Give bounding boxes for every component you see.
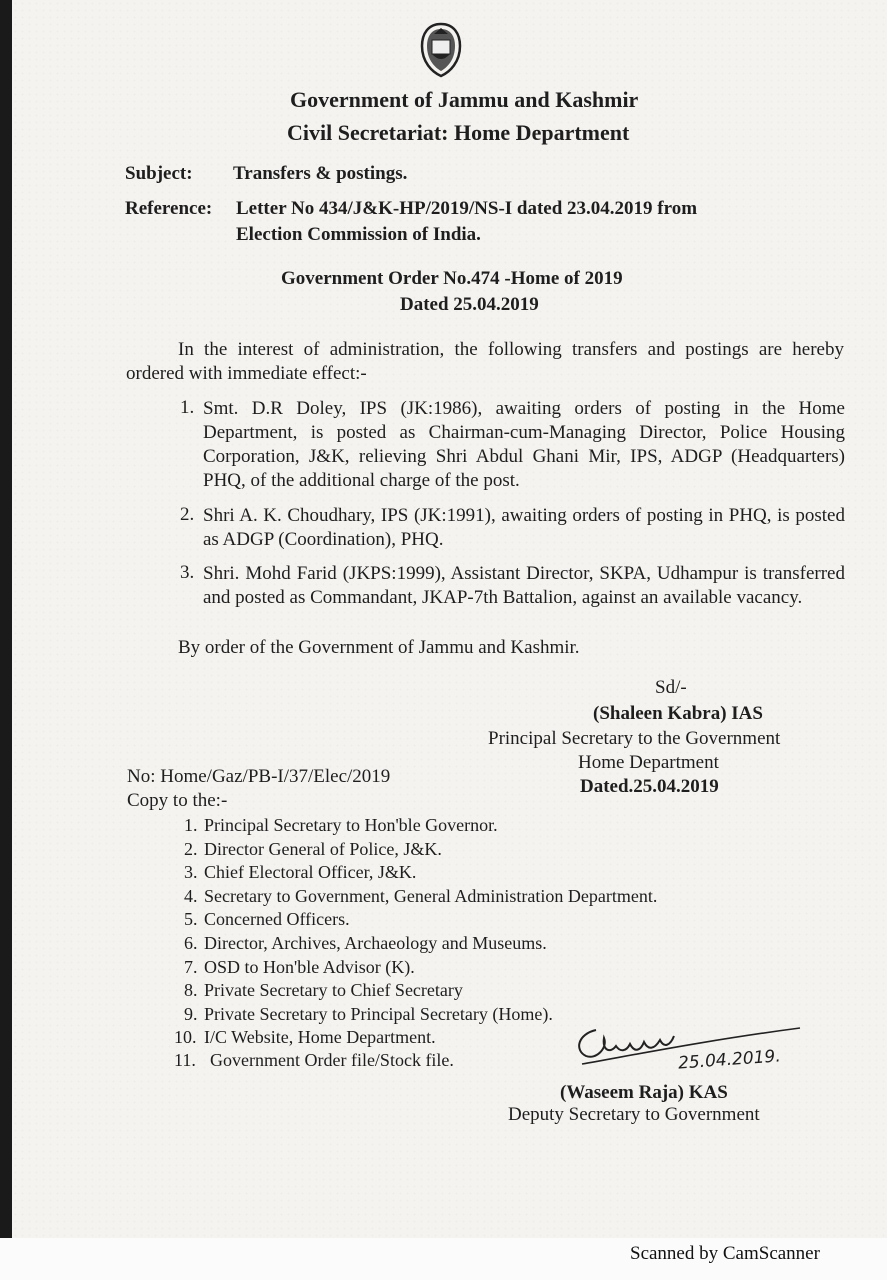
intro-paragraph (126, 338, 844, 386)
copy-item-number: 9. (184, 1004, 198, 1024)
subject-label: Subject: (125, 163, 193, 184)
order-dated: Dated 25.04.2019 (400, 294, 539, 315)
copy-item: Director General of Police, J&K. (204, 839, 442, 859)
copy-item: Principal Secretary to Hon'ble Governor. (204, 815, 498, 835)
copy-item: Chief Electoral Officer, J&K. (204, 862, 417, 882)
copy-item: I/C Website, Home Department. (204, 1027, 436, 1047)
copy-item: Private Secretary to Chief Secretary (204, 980, 463, 1000)
signatory-dated: Dated.25.04.2019 (580, 776, 719, 797)
header-department: Civil Secretariat: Home Department (287, 120, 630, 145)
copy-to-heading: Copy to the:- (127, 790, 228, 811)
order-title: Government Order No.474 -Home of 2019 (281, 268, 623, 289)
header-government: Government of Jammu and Kashmir (290, 87, 639, 112)
copy-item: Secretary to Government, General Administration Department. (204, 886, 658, 906)
reference-line2: Election Commission of India. (236, 224, 481, 245)
copy-item-number: 3. (184, 862, 198, 882)
item-number: 3. (180, 562, 195, 583)
signatory-name: (Shaleen Kabra) IAS (593, 703, 763, 724)
copy-item-number: 6. (184, 933, 198, 953)
copy-item: OSD to Hon'ble Advisor (K). (204, 957, 415, 977)
intro-text: In the interest of administration, the following transfers and postings are hereby ordered with immediate effect:- (126, 339, 844, 384)
copy-item: Government Order file/Stock file. (210, 1050, 454, 1070)
copy-item-number: 8. (184, 980, 198, 1000)
state-emblem-icon (418, 22, 464, 78)
signatory-title: Principal Secretary to the Government (488, 728, 781, 749)
signatory-name: (Waseem Raja) KAS (560, 1082, 728, 1103)
copy-item-number: 7. (184, 957, 198, 977)
copy-item: Concerned Officers. (204, 909, 350, 929)
item-number: 2. (180, 504, 195, 525)
copy-item-number: 1. (184, 815, 198, 835)
item-text: Smt. D.R Doley, IPS (JK:1986), awaiting orders of posting in the Home Department, is posted as Chairman-cum-Managing Director, Police Housing Corporation, J&K, relieving Shri Abdul Ghani Mir, IPS, ADGP (Headquarters) PHQ, of the additional charge of the post. (203, 398, 845, 491)
copy-item: Director, Archives, Archaeology and Museums. (204, 933, 547, 953)
subject-text: Transfers & postings. (233, 163, 408, 184)
item-text: Shri A. K. Choudhary, IPS (JK:1991), awaiting orders of posting in PHQ, is posted as ADGP (Coordination), PHQ. (203, 505, 845, 550)
copy-item-number: 10. (174, 1027, 197, 1047)
reference-number: No: Home/Gaz/PB-I/37/Elec/2019 (127, 766, 391, 787)
copy-item-number: 11. (174, 1050, 196, 1070)
scanner-watermark: Scanned by CamScanner (630, 1243, 820, 1264)
reference-label: Reference: (125, 198, 213, 219)
order-item (203, 562, 845, 610)
order-item (203, 397, 845, 493)
signatory-department: Home Department (578, 752, 719, 773)
copy-item-number: 4. (184, 886, 198, 906)
by-order-text: By order of the Government of Jammu and Kashmir. (178, 637, 580, 658)
item-text: Shri. Mohd Farid (JKPS:1999), Assistant Director, SKPA, Udhampur is transferred and posted as Commandant, JKAP-7th Battalion, against an available vacancy. (203, 563, 845, 608)
copy-item-number: 2. (184, 839, 198, 859)
handwritten-date: 25.04.2019. (677, 1046, 782, 1074)
signatory-title: Deputy Secretary to Government (508, 1104, 760, 1125)
copy-item-number: 5. (184, 909, 198, 929)
sd-mark: Sd/- (655, 677, 687, 698)
order-item (203, 504, 845, 552)
copy-item: Private Secretary to Principal Secretary (Home). (204, 1004, 553, 1024)
reference-line1: Letter No 434/J&K-HP/2019/NS-I dated 23.04.2019 from (236, 198, 698, 219)
item-number: 1. (180, 397, 195, 418)
